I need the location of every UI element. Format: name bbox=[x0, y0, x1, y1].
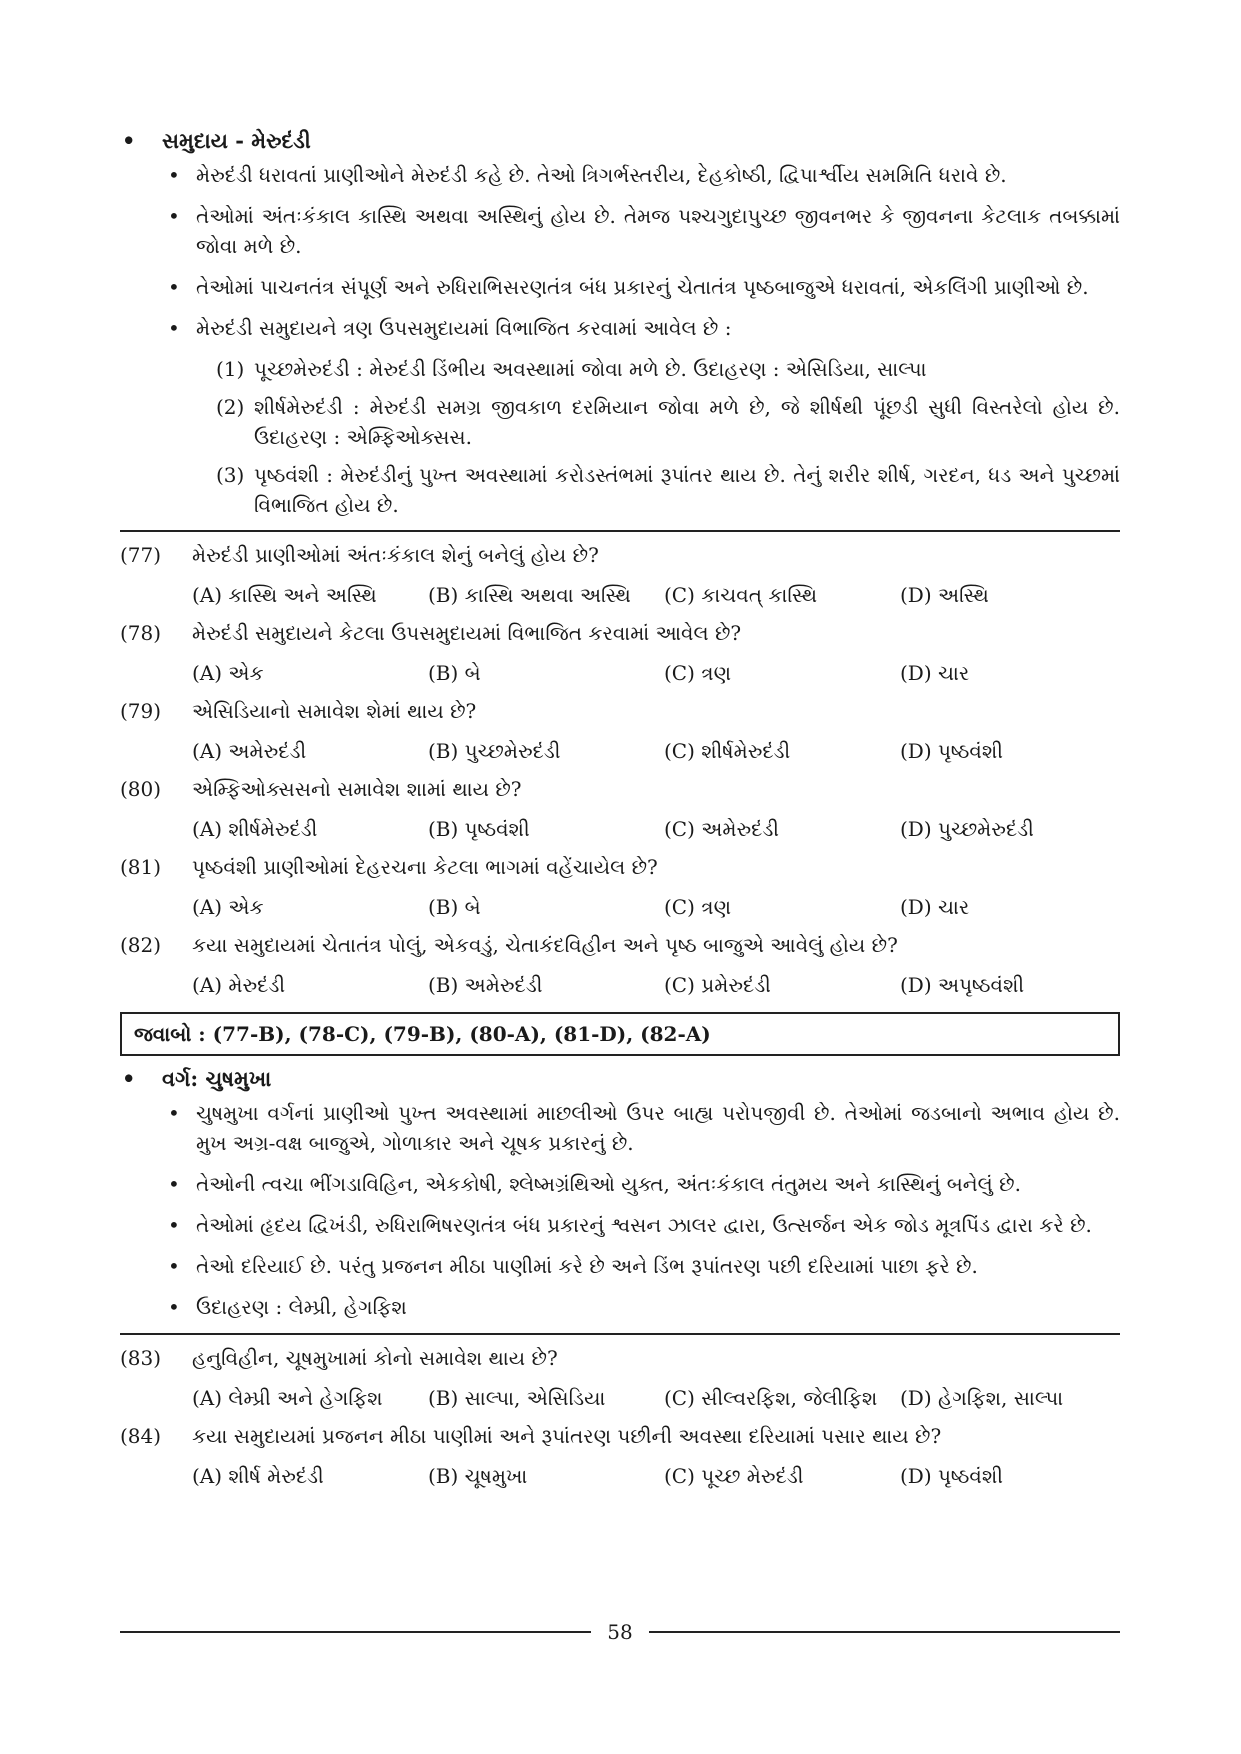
option-row bbox=[192, 580, 1120, 610]
bullet-icon: • bbox=[168, 163, 180, 187]
option-d: (D) પુચ્છમેરુદંડી bbox=[900, 817, 1034, 841]
question-text: મેરુદંડી પ્રાણીઓમાં અંતઃકંકાલ શેનું બનેલું હોય છે? bbox=[192, 543, 599, 567]
option-b: (B) અમેરુદંડી bbox=[428, 973, 543, 997]
subgroup-number: (2) bbox=[216, 395, 245, 419]
subgroup-text: પૃષ્ઠવંશી : મેરુદંડીનું પુખ્ત અવસ્થામાં કરોડસ્તંભમાં રૂપાંતર થાય છે. તેનું શરીર શીર્ષ, ગરદન, ધડ અને પુચ્છમાં વિભાજિત હોય છે. bbox=[254, 463, 1120, 517]
option-d: (D) હેગફિશ, સાલ્પા bbox=[900, 1386, 1064, 1410]
page-footer bbox=[120, 1620, 1120, 1644]
page-content bbox=[120, 118, 1120, 1491]
question-item bbox=[120, 1343, 1120, 1413]
option-row bbox=[192, 892, 1120, 922]
question-item bbox=[120, 852, 1120, 922]
answer-key-box: જવાબો : (77-B), (78-C), (79-B), (80-A), (81-D), (82-A) bbox=[120, 1012, 1120, 1056]
question-list bbox=[120, 1343, 1120, 1491]
bullet-icon: • bbox=[168, 316, 180, 340]
question-item bbox=[120, 618, 1120, 688]
bullet-text: મેરુદંડી સમુદાયને ત્રણ ઉપસમુદાયમાં વિભાજિત કરવામાં આવેલ છે : bbox=[196, 316, 732, 340]
bullet-item bbox=[166, 201, 1120, 261]
bullet-item bbox=[166, 1098, 1120, 1158]
option-a: (A) એક bbox=[192, 895, 264, 919]
question-number: (83) bbox=[120, 1346, 162, 1370]
option-row bbox=[192, 814, 1120, 844]
subgroup-item bbox=[216, 460, 1120, 520]
question-item bbox=[120, 774, 1120, 844]
bullet-text: તેઓની ત્વચા ભીંગડાવિહિન, એકકોષી, શ્લેષ્મગ્રંથિઓ યુક્ત, અંતઃકંકાલ તંતુમય અને કાસ્થિનું બનેલું છે. bbox=[196, 1172, 1021, 1196]
subgroup-item bbox=[216, 354, 1120, 384]
option-c: (C) શીર્ષમેરુદંડી bbox=[664, 739, 791, 763]
bullet-text: મેરુદંડી ધરાવતાં પ્રાણીઓને મેરુદંડી કહે છે. તેઓ ત્રિગર્ભસ્તરીય, દેહકોષ્ઠી, દ્વિપાર્શ્વીય સમમિતિ ધરાવે છે. bbox=[196, 163, 1007, 187]
option-c: (C) પૂચ્છ મેરુદંડી bbox=[664, 1464, 804, 1488]
bullet-icon: • bbox=[168, 275, 180, 299]
question-text: મેરુદંડી સમુદાયને કેટલા ઉપસમુદાયમાં વિભાજિત કરવામાં આવેલ છે? bbox=[192, 621, 742, 645]
question-item bbox=[120, 696, 1120, 766]
option-a: (A) કાસ્થિ અને અસ્થિ bbox=[192, 583, 377, 607]
question-item bbox=[120, 1421, 1120, 1491]
option-row bbox=[192, 970, 1120, 1000]
bullet-item bbox=[166, 272, 1120, 302]
option-b: (B) બે bbox=[428, 661, 481, 685]
question-item bbox=[120, 930, 1120, 1000]
option-d: (D) પૃષ્ઠવંશી bbox=[900, 739, 1004, 763]
question-text: હનુવિહીન, ચૂષમુખામાં કોનો સમાવેશ થાય છે? bbox=[192, 1346, 558, 1370]
option-d: (D) પૃષ્ઠવંશી bbox=[900, 1464, 1004, 1488]
question-number: (81) bbox=[120, 855, 162, 879]
option-d: (D) ચાર bbox=[900, 661, 970, 685]
option-b: (B) પૃષ્ઠવંશી bbox=[428, 817, 530, 841]
question-text: એમ્ફિઓક્સસનો સમાવેશ શામાં થાય છે? bbox=[192, 777, 522, 801]
bullet-icon: • bbox=[168, 1254, 180, 1278]
bullet-text: ચુષમુખા વર્ગનાં પ્રાણીઓ પુખ્ત અવસ્થામાં માછલીઓ ઉપર બાહ્ય પરોપજીવી છે. તેઓમાં જડબાનો અભાવ હોય છે. મુખ અગ્ર-વક્ષ બાજુએ, ગોળાકાર અને ચૂષક પ્રકારનું છે. bbox=[196, 1101, 1120, 1155]
bullet-item bbox=[166, 1251, 1120, 1281]
option-b: (B) ચૂષમુખા bbox=[428, 1464, 528, 1488]
bullet-icon: • bbox=[168, 1213, 180, 1237]
section-heading-text: સમુદાય - મેરુદંડી bbox=[162, 128, 311, 153]
question-list bbox=[120, 540, 1120, 1000]
option-row bbox=[192, 736, 1120, 766]
bullet-icon: • bbox=[168, 204, 180, 228]
option-a: (A) અમેરુદંડી bbox=[192, 739, 307, 763]
bullet-text: ઉદાહરણ : લેમ્પ્રી, હેગફિશ bbox=[196, 1295, 407, 1319]
question-text: કયા સમુદાયમાં ચેતાતંત્ર પોલું, એકવડું, ચેતાકંદવિહીન અને પૃષ્ઠ બાજુએ આવેલું હોય છે? bbox=[192, 933, 898, 957]
option-row bbox=[192, 658, 1120, 688]
page-number: 58 bbox=[607, 1620, 633, 1644]
question-number: (84) bbox=[120, 1424, 162, 1448]
subgroup-text: શીર્ષમેરુદંડી : મેરુદંડી સમગ્ર જીવકાળ દરમિયાન જોવા મળે છે, જે શીર્ષથી પૂંછડી સુધી વિસ્તરેલો હોય છે. ઉદાહરણ : એમ્ફિઓક્સસ. bbox=[254, 395, 1120, 449]
question-text: પૃષ્ઠવંશી પ્રાણીઓમાં દેહરચના કેટલા ભાગમાં વહેંચાયેલ છે? bbox=[192, 855, 658, 879]
subgroup-item bbox=[216, 392, 1120, 452]
option-b: (B) કાસ્થિ અથવા અસ્થિ bbox=[428, 583, 631, 607]
option-d: (D) અસ્થિ bbox=[900, 583, 989, 607]
bullet-item bbox=[166, 313, 1120, 343]
bullet-text: તેઓમાં અંતઃકંકાલ કાસ્થિ અથવા અસ્થિનું હોય છે. તેમજ પશ્ચગુદાપુચ્છ જીવનભર કે જીવનના કેટલાક તબક્કામાં જોવા મળે છે. bbox=[196, 204, 1120, 258]
bullet-icon: • bbox=[168, 1101, 180, 1125]
section-divider bbox=[120, 1333, 1120, 1335]
question-number: (77) bbox=[120, 543, 162, 567]
question-text: એસિડિયાનો સમાવેશ શેમાં થાય છે? bbox=[192, 699, 477, 723]
question-number: (79) bbox=[120, 699, 162, 723]
option-d: (D) અપૃષ્ઠવંશી bbox=[900, 973, 1025, 997]
option-c: (C) કાચવત્ કાસ્થિ bbox=[664, 583, 818, 607]
bullet-icon: • bbox=[122, 128, 136, 153]
question-text: કયા સમુદાયમાં પ્રજનન મીઠા પાણીમાં અને રૂપાંતરણ પછીની અવસ્થા દરિયામાં પસાર થાય છે? bbox=[192, 1424, 942, 1448]
bullet-text: તેઓ દરિયાઈ છે. પરંતુ પ્રજનન મીઠા પાણીમાં કરે છે અને ડિંભ રૂપાંતરણ પછી દરિયામાં પાછા ફરે છે. bbox=[196, 1254, 978, 1278]
option-c: (C) પ્રમેરુદંડી bbox=[664, 973, 771, 997]
option-c: (C) અમેરુદંડી bbox=[664, 817, 780, 841]
section-heading-chordata bbox=[120, 128, 1120, 154]
option-c: (C) ત્રણ bbox=[664, 661, 732, 685]
bullet-item bbox=[166, 1169, 1120, 1199]
option-c: (C) ત્રણ bbox=[664, 895, 732, 919]
question-number: (82) bbox=[120, 933, 162, 957]
option-a: (A) મેરુદંડી bbox=[192, 973, 286, 997]
option-b: (B) સાલ્પા, એસિડિયા bbox=[428, 1386, 606, 1410]
question-number: (78) bbox=[120, 621, 162, 645]
bullet-icon: • bbox=[168, 1172, 180, 1196]
option-b: (B) બે bbox=[428, 895, 481, 919]
option-a: (A) શીર્ષ મેરુદંડી bbox=[192, 1464, 324, 1488]
option-row bbox=[192, 1383, 1120, 1413]
section-heading-cyclostomata bbox=[120, 1066, 1120, 1092]
subgroup-text: પૂચ્છમેરુદંડી : મેરુદંડી ડિંભીય અવસ્થામાં જોવા મળે છે. ઉદાહરણ : એસિડિયા, સાલ્પા bbox=[254, 357, 927, 381]
option-c: (C) સીલ્વરફિશ, જેલીફિશ bbox=[664, 1386, 878, 1410]
bullet-item bbox=[166, 160, 1120, 190]
bullet-text: તેઓમાં પાચનતંત્ર સંપૂર્ણ અને રુધિરાભિસરણતંત્ર બંધ પ્રકારનું ચેતાતંત્ર પૃષ્ઠબાજુએ ધરાવતાં, એકલિંગી પ્રાણીઓ છે. bbox=[196, 275, 1089, 299]
footer-rule-right bbox=[649, 1631, 1120, 1633]
subgroup-number: (3) bbox=[216, 463, 245, 487]
option-d: (D) ચાર bbox=[900, 895, 970, 919]
option-a: (A) એક bbox=[192, 661, 264, 685]
section-heading-text: વર્ગ: ચુષમુખા bbox=[162, 1066, 272, 1091]
section-divider bbox=[120, 530, 1120, 532]
option-b: (B) પુચ્છમેરુદંડી bbox=[428, 739, 561, 763]
question-number: (80) bbox=[120, 777, 162, 801]
bullet-icon: • bbox=[168, 1295, 180, 1319]
option-row bbox=[192, 1461, 1120, 1491]
option-a: (A) શીર્ષમેરુદંડી bbox=[192, 817, 318, 841]
bullet-item bbox=[166, 1292, 1120, 1322]
question-item bbox=[120, 540, 1120, 610]
bullet-item bbox=[166, 1210, 1120, 1240]
bullet-text: તેઓમાં હૃદય દ્વિખંડી, રુધિરાભિષરણતંત્ર બંધ પ્રકારનું શ્વસન ઝાલર દ્વારા, ઉત્સર્જન એક જોડ મૂત્રપિંડ દ્વારા કરે છે. bbox=[196, 1213, 1092, 1237]
footer-rule-left bbox=[120, 1631, 591, 1633]
option-a: (A) લેમ્પ્રી અને હેગફિશ bbox=[192, 1386, 383, 1410]
bullet-icon: • bbox=[122, 1066, 136, 1091]
subgroup-number: (1) bbox=[216, 357, 245, 381]
